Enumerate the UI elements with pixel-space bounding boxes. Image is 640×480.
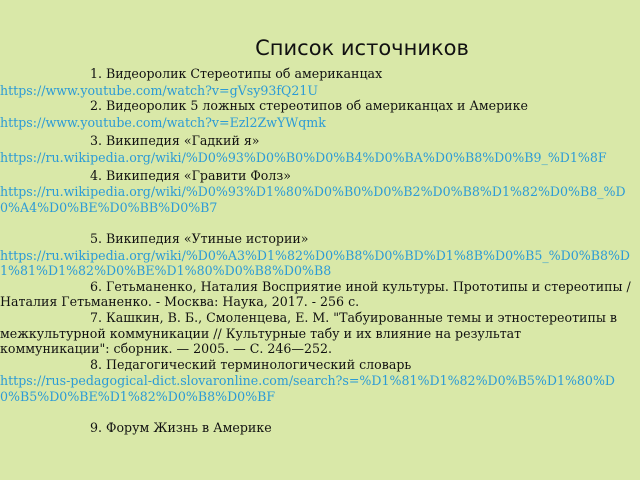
source-item-9 (90, 420, 632, 437)
source-text: 6. Гетьманенко, Наталия Восприятие иной культуры. Прототипы и стереотипы / Наталия Гетьманенко. - Москва: Наука, 2017. - 256 c. (0, 278, 631, 310)
source-item-3 (0, 133, 632, 165)
blank-line (90, 404, 632, 420)
source-link[interactable]: https://ru.wikipedia.org/wiki/%D0%A3%D1%82%D0%B8%D0%BD%D1%8B%D0%B5_%D0%B8%D1%81%D1%82%D0%BE%D1%80%D0%B8%D0%B8 (0, 247, 631, 279)
source-label: 4. Википедия «Гравити Фолз» (90, 167, 291, 183)
source-label: 1. Видеоролик Стереотипы об американцах (90, 66, 383, 81)
source-item-6 (0, 278, 632, 310)
source-item-5 (0, 230, 632, 279)
source-label: 9. Форум Жизнь в Америке (90, 420, 272, 436)
source-item-2 (0, 98, 632, 130)
source-link[interactable]: https://www.youtube.com/watch?v=Ezl2ZwYWqmk (0, 114, 326, 130)
blank-line (90, 215, 632, 231)
source-link[interactable]: https://www.youtube.com/watch?v=gVsy93fQ21U (0, 82, 318, 98)
source-link[interactable]: https://rus-pedagogical-dict.slovaronline.com/search?s=%D1%81%D1%82%D0%B5%D1%80%D0%B5%D0%BE%D1%82%D0%B8%D0%BF (0, 373, 616, 404)
slide-title: Список источников (255, 36, 469, 60)
sources-list (0, 66, 640, 437)
source-item-7 (0, 309, 632, 357)
source-item-8 (0, 356, 632, 405)
source-link[interactable]: https://ru.wikipedia.org/wiki/%D0%93%D0%B0%D0%B4%D0%BA%D0%B8%D0%B9_%D1%8F (0, 149, 607, 165)
source-item-4 (0, 167, 632, 216)
source-label: 3. Википедия «Гадкий я» (90, 133, 260, 149)
source-label: 5. Википедия «Утиные истории» (90, 230, 309, 246)
source-item-1 (0, 66, 632, 98)
source-label: 8. Педагогический терминологический словарь (90, 356, 412, 372)
source-text: 7. Кашкин, В. Б., Смоленцева, Е. М. "Табуированные темы и этностереотипы в межкультурной коммуникации // Культурные табу и их влияние на результат коммуникации": сборник. — 2005. — С. 246—252. (0, 309, 617, 357)
source-label: 2. Видеоролик 5 ложных стереотипов об американцах и Америке (90, 98, 528, 114)
source-link[interactable]: https://ru.wikipedia.org/wiki/%D0%93%D1%80%D0%B0%D0%B2%D0%B8%D1%82%D0%B8_%D0%A4%D0%BE%D0%BB%D0%B7 (0, 184, 626, 215)
